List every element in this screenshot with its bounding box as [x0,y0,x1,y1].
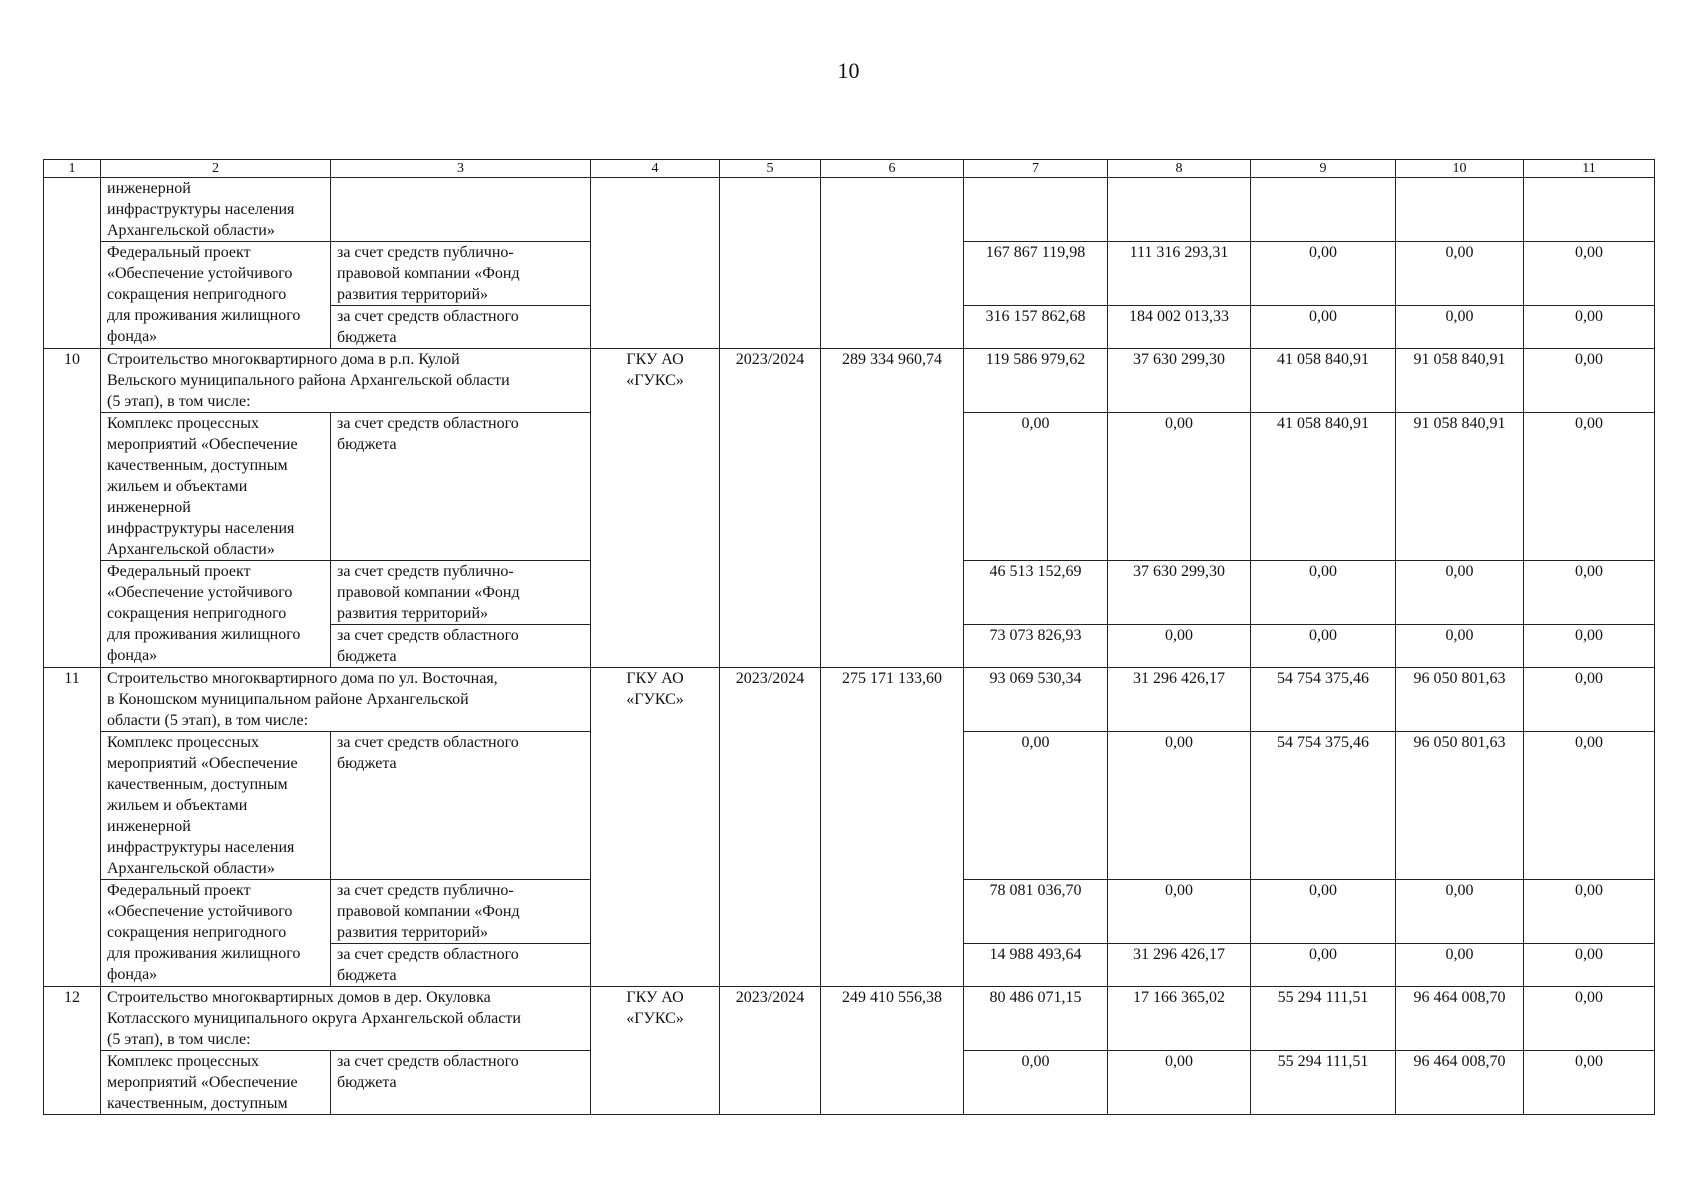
program-name-cell [101,732,331,880]
executor: ГКУ АО «ГУКС» [626,670,684,708]
value-cell: 96 464 008,70 [1396,1051,1524,1115]
value-cell: 111 316 293,31 [1108,242,1251,306]
project-title: Строительство многоквартирного дома в р.п. Кулой Вельского муниципального района Архангельской области (5 этап), в том числе: [107,351,510,410]
column-header: 8 [1108,160,1251,178]
value-cell: 0,00 [1396,625,1524,668]
value-cell: 96 050 801,63 [1396,668,1524,732]
value-cell: 0,00 [1108,625,1251,668]
value-cell [1251,178,1396,242]
funding-source: за счет средств публично- правовой компании «Фонд развития территорий» [337,563,520,622]
value-cell: 91 058 840,91 [1396,349,1524,413]
executor: ГКУ АО «ГУКС» [626,989,684,1027]
value-cell: 119 586 979,62 [964,349,1108,413]
years-cell [720,178,821,349]
funding-source-cell [331,1051,591,1115]
value-cell: 0,00 [1396,880,1524,944]
program-name-cell [101,880,331,987]
value-cell: 0,00 [1396,306,1524,349]
cost-cell: 289 334 960,74 [821,349,964,668]
value-cell: 0,00 [1251,625,1396,668]
column-header: 10 [1396,160,1524,178]
value-cell: 0,00 [1524,306,1655,349]
federal-project-name: Федеральный проект «Обеспечение устойчивого сокращения непригодного для проживания жилищного фонда» [107,882,301,983]
page-number: 10 [837,58,860,83]
value-cell: 41 058 840,91 [1251,413,1396,561]
row-number-cell: 10 [44,349,101,668]
table-row [44,178,1655,242]
value-cell: 0,00 [1108,732,1251,880]
value-cell [964,178,1108,242]
column-header: 2 [101,160,331,178]
project-title-cell [101,349,591,413]
value-cell: 31 296 426,17 [1108,668,1251,732]
value-cell: 0,00 [1524,242,1655,306]
funding-source-cell [331,178,591,242]
cost-cell: 249 410 556,38 [821,987,964,1115]
value-cell: 0,00 [1396,944,1524,987]
value-cell: 0,00 [964,732,1108,880]
value-cell: 55 294 111,51 [1251,1051,1396,1115]
value-cell: 78 081 036,70 [964,880,1108,944]
column-header: 3 [331,160,591,178]
complex-name: Комплекс процессных мероприятий «Обеспечение качественным, доступным [107,1053,298,1112]
program-name: инженерной инфраструктуры населения Архангельской области» [107,180,295,239]
executor-cell [591,987,720,1115]
value-cell: 0,00 [1524,349,1655,413]
funding-source-cell [331,242,591,306]
value-cell: 37 630 299,30 [1108,561,1251,625]
value-cell: 0,00 [1396,561,1524,625]
funding-source: за счет средств областного бюджета [337,734,519,772]
funding-source: за счет средств областного бюджета [337,946,519,984]
value-cell: 0,00 [1251,242,1396,306]
value-cell: 0,00 [1108,1051,1251,1115]
funding-source-cell [331,880,591,944]
value-cell: 0,00 [1251,880,1396,944]
column-header: 5 [720,160,821,178]
federal-project-name: Федеральный проект «Обеспечение устойчивого сокращения непригодного для проживания жилищного фонда» [107,563,301,664]
value-cell: 0,00 [1524,413,1655,561]
value-cell: 0,00 [1524,1051,1655,1115]
project-title-cell [101,668,591,732]
value-cell: 31 296 426,17 [1108,944,1251,987]
years-cell: 2023/2024 [720,349,821,668]
value-cell: 0,00 [1108,413,1251,561]
funding-source-cell [331,732,591,880]
value-cell: 73 073 826,93 [964,625,1108,668]
project-title: Строительство многоквартирных домов в дер. Окуловка Котласского муниципального округа Архангельской области (5 этап), в том числе: [107,989,521,1048]
value-cell: 0,00 [1524,561,1655,625]
value-cell: 0,00 [1524,880,1655,944]
project-title: Строительство многоквартирного дома по ул. Восточная, в Коношском муниципальном районе Архангельской области (5 этап), в том числе: [107,670,498,729]
executor-cell [591,178,720,349]
funding-source-cell [331,561,591,625]
years-cell: 2023/2024 [720,668,821,987]
value-cell: 80 486 071,15 [964,987,1108,1051]
value-cell: 0,00 [1396,242,1524,306]
value-cell: 0,00 [1524,668,1655,732]
value-cell: 55 294 111,51 [1251,987,1396,1051]
value-cell: 96 050 801,63 [1396,732,1524,880]
cost-cell [821,178,964,349]
program-name-cell [101,1051,331,1115]
value-cell: 0,00 [964,413,1108,561]
value-cell: 54 754 375,46 [1251,732,1396,880]
row-number-cell: 12 [44,987,101,1115]
years-cell: 2023/2024 [720,987,821,1115]
table-row [44,668,1655,732]
value-cell [1108,178,1251,242]
value-cell: 0,00 [1524,732,1655,880]
value-cell: 0,00 [1251,306,1396,349]
value-cell: 0,00 [1251,561,1396,625]
value-cell: 0,00 [1524,944,1655,987]
value-cell: 46 513 152,69 [964,561,1108,625]
complex-name: Комплекс процессных мероприятий «Обеспечение качественным, доступным жильем и объектами инженерной инфраструктуры населения Архангельской области» [107,415,298,558]
project-title-cell [101,987,591,1051]
value-cell: 91 058 840,91 [1396,413,1524,561]
column-header: 4 [591,160,720,178]
funding-source: за счет средств областного бюджета [337,1053,519,1091]
value-cell: 37 630 299,30 [1108,349,1251,413]
funding-source: за счет средств областного бюджета [337,308,519,346]
value-cell: 0,00 [964,1051,1108,1115]
table-row [44,349,1655,413]
funding-source: за счет средств публично- правовой компании «Фонд развития территорий» [337,244,520,303]
funding-source: за счет средств областного бюджета [337,627,519,665]
program-name-cell [101,178,331,242]
executor: ГКУ АО «ГУКС» [626,351,684,389]
executor-cell [591,668,720,987]
column-header: 7 [964,160,1108,178]
value-cell: 14 988 493,64 [964,944,1108,987]
row-number-cell: 11 [44,668,101,987]
column-header: 6 [821,160,964,178]
value-cell: 184 002 013,33 [1108,306,1251,349]
funding-source: за счет средств публично- правовой компании «Фонд развития территорий» [337,882,520,941]
value-cell: 0,00 [1524,625,1655,668]
funding-source-cell [331,306,591,349]
value-cell [1524,178,1655,242]
value-cell: 167 867 119,98 [964,242,1108,306]
program-name-cell [101,413,331,561]
column-header: 1 [44,160,101,178]
value-cell: 0,00 [1524,987,1655,1051]
financing-table [43,159,1655,1115]
cost-cell: 275 171 133,60 [821,668,964,987]
funding-source-cell [331,944,591,987]
funding-source-cell [331,625,591,668]
funding-source: за счет средств областного бюджета [337,415,519,453]
executor-cell [591,349,720,668]
value-cell: 316 157 862,68 [964,306,1108,349]
value-cell: 17 166 365,02 [1108,987,1251,1051]
complex-name: Комплекс процессных мероприятий «Обеспечение качественным, доступным жильем и объектами инженерной инфраструктуры населения Архангельской области» [107,734,298,877]
value-cell: 41 058 840,91 [1251,349,1396,413]
value-cell [1396,178,1524,242]
value-cell: 54 754 375,46 [1251,668,1396,732]
column-header: 9 [1251,160,1396,178]
row-number-cell [44,178,101,349]
column-header: 11 [1524,160,1655,178]
value-cell: 93 069 530,34 [964,668,1108,732]
value-cell: 96 464 008,70 [1396,987,1524,1051]
federal-project-name: Федеральный проект «Обеспечение устойчивого сокращения непригодного для проживания жилищного фонда» [107,244,301,345]
funding-source-cell [331,413,591,561]
table-row [44,987,1655,1051]
value-cell: 0,00 [1108,880,1251,944]
value-cell: 0,00 [1251,944,1396,987]
program-name-cell [101,561,331,668]
program-name-cell [101,242,331,349]
table-header-row [44,160,1655,178]
